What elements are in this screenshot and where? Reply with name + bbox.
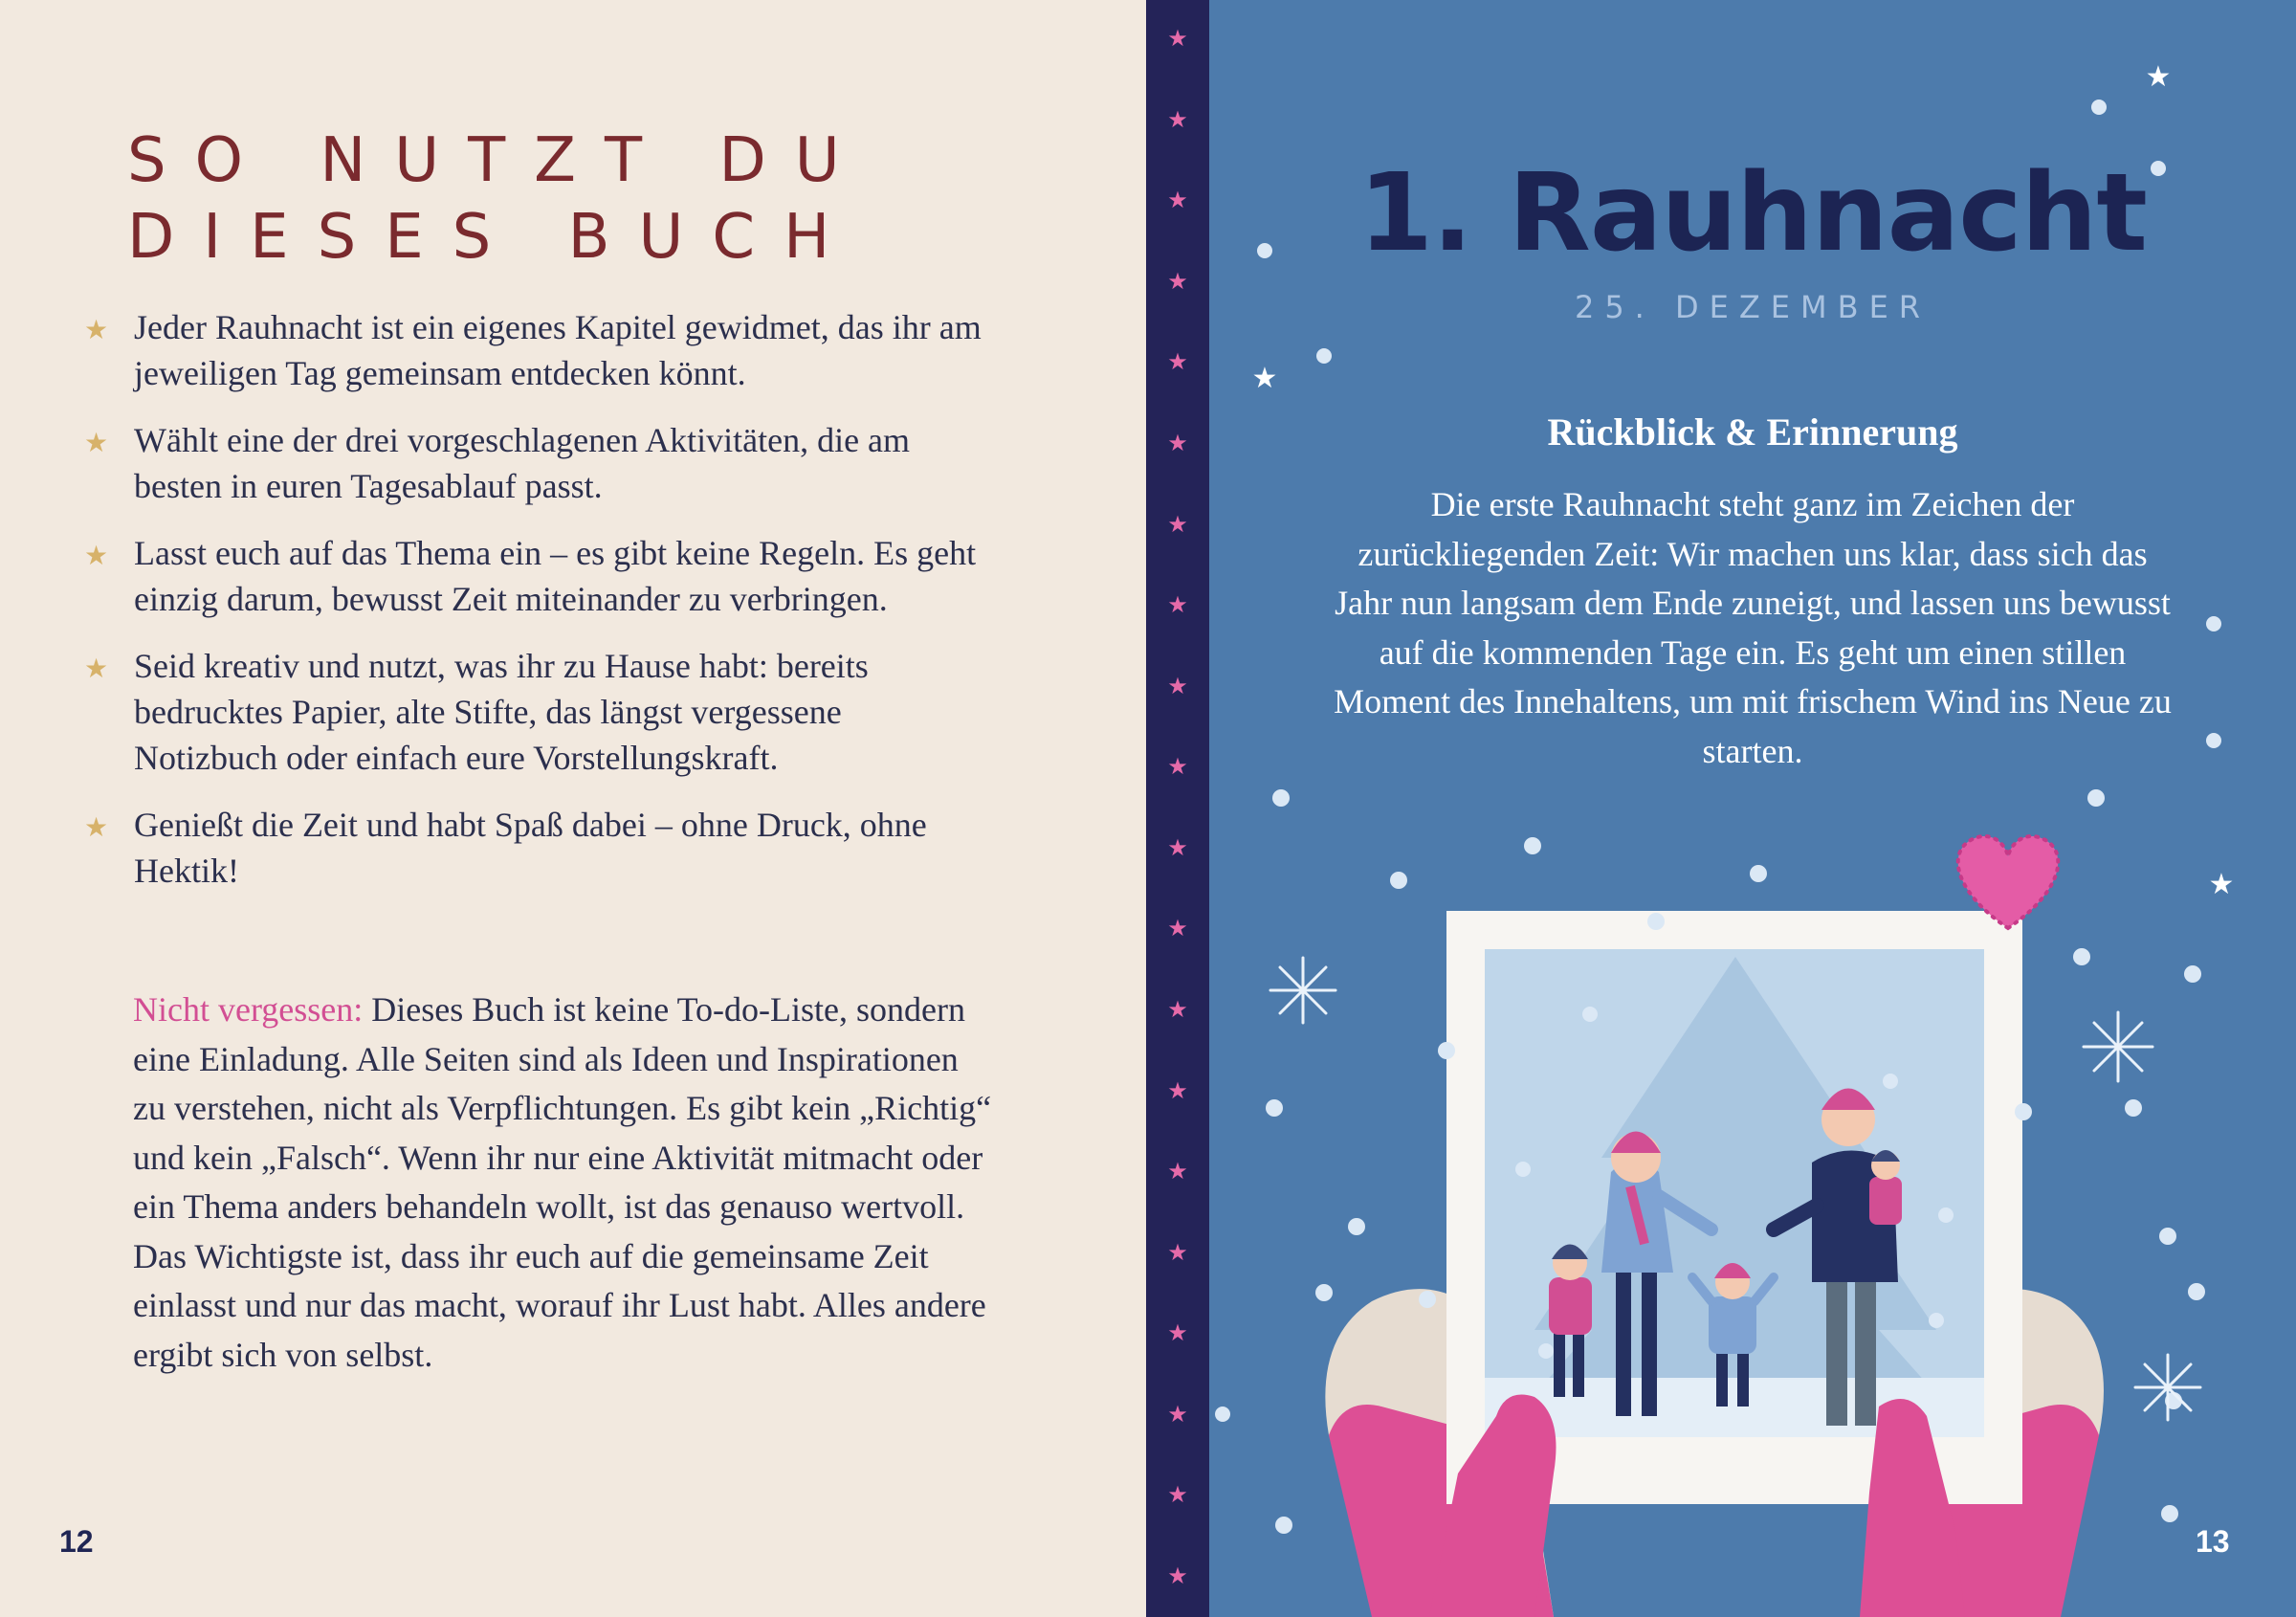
list-item: [84, 802, 993, 894]
tip-text: Genießt die Zeit und habt Spaß dabei – ohne Druck, ohne Hektik!: [134, 806, 927, 890]
star-divider: [1146, 0, 1209, 1617]
svg-text:★: ★: [2145, 60, 2172, 94]
star-icon: ★: [1167, 753, 1188, 780]
star-icon: ★: [1167, 187, 1188, 213]
list-item: [84, 304, 993, 396]
reminder-note: [133, 986, 994, 1380]
star-icon: ★: [84, 427, 109, 458]
star-icon: ★: [1167, 268, 1188, 295]
section-body: Die erste Rauhnacht steht ganz im Zeichen der zurückliegenden Zeit: Wir machen uns klar, dass sich das Jahr nun langsam dem Ende zuneigt, und lassen uns bewusst auf die kommenden Tage ein. Es geht um einen stillen Moment des Innehaltens, um mit frischem Wind ins Neue zu starten.: [1334, 485, 2172, 770]
page-number-right: 13: [2196, 1524, 2230, 1559]
note-label: Nicht vergessen:: [133, 990, 364, 1029]
chapter-title: 1. Rauhnacht: [1358, 151, 2147, 276]
page-number-left: 12: [59, 1524, 94, 1559]
star-icon: ★: [1167, 1401, 1188, 1428]
list-item: [84, 417, 993, 509]
left-page: [0, 0, 1146, 1617]
page-heading: [127, 122, 869, 276]
list-item: [84, 643, 993, 781]
star-icon: ★: [1167, 996, 1188, 1023]
star-icon: ★: [1167, 915, 1188, 941]
tip-text: Jeder Rauhnacht ist ein eigenes Kapitel gewidmet, das ihr am jeweiligen Tag gemeinsam entdecken könnt.: [134, 308, 982, 392]
star-icon: ★: [1167, 1158, 1188, 1185]
star-icon: ★: [1167, 834, 1188, 861]
right-page: [1209, 0, 2296, 1617]
star-icon: ★: [84, 314, 109, 345]
star-icon: ★: [84, 540, 109, 571]
heading-line-1: SO NUTZT DU: [127, 125, 869, 196]
star-icon: ★: [1167, 430, 1188, 456]
tip-text: Lasst euch auf das Thema ein – es gibt keine Regeln. Es geht einzig darum, bewusst Zeit miteinander zu verbringen.: [134, 534, 977, 618]
svg-text:★: ★: [2208, 868, 2235, 901]
star-icon: ★: [84, 811, 109, 843]
star-icon: ★: [1167, 1481, 1188, 1508]
star-icon: ★: [1167, 511, 1188, 538]
heading-line-2: DIESES BUCH: [127, 202, 859, 273]
star-icon: ★: [1167, 591, 1188, 618]
star-icon: ★: [1167, 1239, 1188, 1266]
tips-list: [84, 304, 993, 915]
chapter-date: 25. DEZEMBER: [1574, 289, 1932, 325]
baby-figure: [1869, 1150, 1902, 1225]
tip-text: Wählt eine der drei vorgeschlagenen Aktivitäten, die am besten in euren Tagesablauf passt.: [134, 421, 911, 505]
star-icon: ★: [1167, 25, 1188, 52]
star-icon: ★: [1167, 106, 1188, 133]
star-icon: ★: [1167, 1077, 1188, 1104]
star-icon: ★: [84, 653, 109, 684]
star-icon: ★: [1167, 1562, 1188, 1589]
tip-text: Seid kreativ und nutzt, was ihr zu Hause habt: bereits bedrucktes Papier, alte Stifte, das längst vergessene Notizbuch oder einfach eure Vorstellungskraft.: [134, 647, 869, 777]
star-icon: ★: [1167, 673, 1188, 699]
svg-text:★: ★: [1251, 362, 1278, 395]
note-text: Dieses Buch ist keine To-do-Liste, sondern eine Einladung. Alle Seiten sind als Ideen und Inspirationen zu verstehen, nicht als Verpflichtungen. Es gibt kein „Richtig“ und kein „Falsch“. Wenn ihr nur eine Aktivität mitmacht oder ein Thema anders behandeln wollt, ist das genauso wertvoll. Das Wichtigste ist, dass ihr euch auf die gemeinsame Zeit einlasst und nur das macht, worauf ihr Lust habt. Alles andere ergibt sich von selbst.: [133, 990, 992, 1374]
star-icon: ★: [1167, 1319, 1188, 1346]
list-item: [84, 530, 993, 622]
section-subtitle: Rückblick & Erinnerung: [1547, 410, 1958, 454]
star-icon: ★: [1167, 348, 1188, 375]
